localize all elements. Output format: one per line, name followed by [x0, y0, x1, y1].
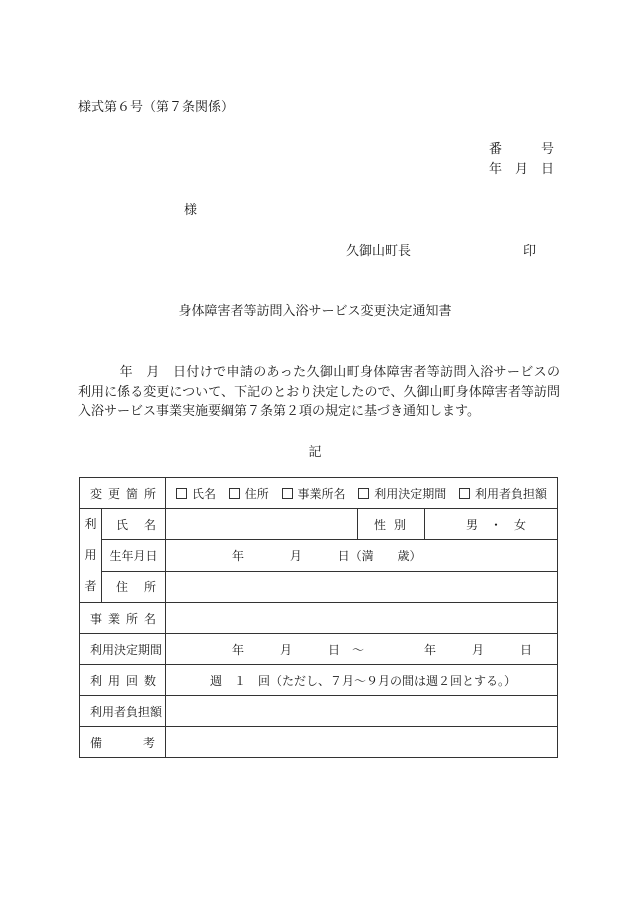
count-label-cell [80, 665, 166, 696]
birth-year: 年 [232, 548, 245, 563]
issuer-name: 久御山町長 [346, 244, 412, 259]
remarks-label-cell [80, 727, 166, 758]
option-name[interactable]: 氏名 [176, 485, 216, 502]
address-label: 住所 [116, 580, 173, 595]
issue-date-label: 年 月 日 [489, 162, 555, 177]
change-options-cell [166, 478, 558, 509]
row-burden [80, 696, 558, 727]
address-value-cell[interactable] [166, 571, 558, 602]
birth-label: 生年月日 [109, 548, 158, 563]
row-count [80, 665, 558, 696]
period-value: 年 月 日 ～ 年 月 日 [232, 642, 533, 657]
form-number: 様式第６号（第７条関係） [78, 100, 235, 115]
addressee-suffix: 様 [184, 203, 198, 218]
sex-label: 性別 [374, 517, 415, 532]
row-office [80, 603, 558, 634]
ki-heading: 記 [308, 445, 322, 460]
option-burden[interactable]: 利用者負担額 [459, 485, 547, 502]
notice-body: 年 月 日付けで申請のあった久御山町身体障害者等訪問入浴サービスの利用に係る変更について、下記のとおり決定したので、久御山町身体障害者等訪問入浴サービス事業実施要綱第７条第２項の規定に基づき通知します。 [78, 365, 560, 419]
remarks-char-2: 考 [143, 735, 156, 750]
name-label: 氏名 [116, 517, 173, 532]
birth-month: 月 [289, 548, 302, 563]
change-item-label [80, 485, 165, 502]
birth-age: 歳） [397, 548, 422, 563]
checkbox-icon[interactable] [176, 488, 187, 499]
birth-value-cell[interactable] [166, 540, 558, 571]
birth-day-age: 日（満 [337, 548, 374, 563]
row-name [80, 509, 558, 540]
row-birthdate [80, 540, 558, 571]
sex-label-cell [358, 509, 425, 540]
seal-mark: 印 [523, 244, 537, 259]
user-char-1: 利 [84, 517, 97, 531]
document-number-label: 番 号 [489, 142, 555, 157]
name-value-cell[interactable] [166, 509, 358, 540]
sex-value: 男 ・ 女 [466, 517, 527, 532]
checkbox-icon[interactable] [282, 488, 293, 499]
count-value: 週 １ 回（ただし、７月～９月の間は週２回とする。） [210, 673, 517, 688]
sex-value-cell[interactable] [425, 509, 558, 540]
period-value-cell[interactable] [166, 634, 558, 665]
birth-value [166, 547, 557, 564]
user-char-3: 者 [84, 579, 97, 593]
option-period[interactable]: 利用決定期間 [358, 485, 446, 502]
row-address [80, 571, 558, 602]
checkbox-icon[interactable] [358, 488, 369, 499]
burden-label-cell [80, 696, 166, 727]
office-value-cell[interactable] [166, 603, 558, 634]
birth-label-cell [102, 540, 166, 571]
document-title: 身体障害者等訪問入浴サービス変更決定通知書 [178, 304, 452, 319]
checkbox-icon[interactable] [459, 488, 470, 499]
user-group-label [80, 509, 102, 603]
row-period [80, 634, 558, 665]
count-label: 利用回数 [90, 673, 163, 688]
period-label-cell [80, 634, 166, 665]
period-label: 利用決定期間 [90, 642, 163, 657]
remarks-value-cell[interactable] [166, 727, 558, 758]
remarks-label [80, 734, 165, 751]
burden-label: 利用者負担額 [90, 704, 163, 719]
address-label-cell [102, 571, 173, 602]
count-value-cell[interactable] [166, 665, 558, 696]
name-label-cell [102, 509, 173, 540]
office-label: 事業所名 [90, 611, 163, 626]
remarks-char-1: 備 [90, 735, 103, 750]
change-item-label-text: 変更箇所 [90, 486, 163, 501]
office-label-cell [80, 603, 166, 634]
option-address[interactable]: 住所 [229, 485, 269, 502]
checkbox-icon[interactable] [229, 488, 240, 499]
option-office[interactable]: 事業所名 [282, 485, 346, 502]
change-decision-table [79, 477, 558, 758]
change-item-label-cell [80, 478, 166, 509]
row-change-item [80, 478, 558, 509]
user-char-2: 用 [84, 548, 97, 562]
row-remarks [80, 727, 558, 758]
burden-value-cell[interactable] [166, 696, 558, 727]
